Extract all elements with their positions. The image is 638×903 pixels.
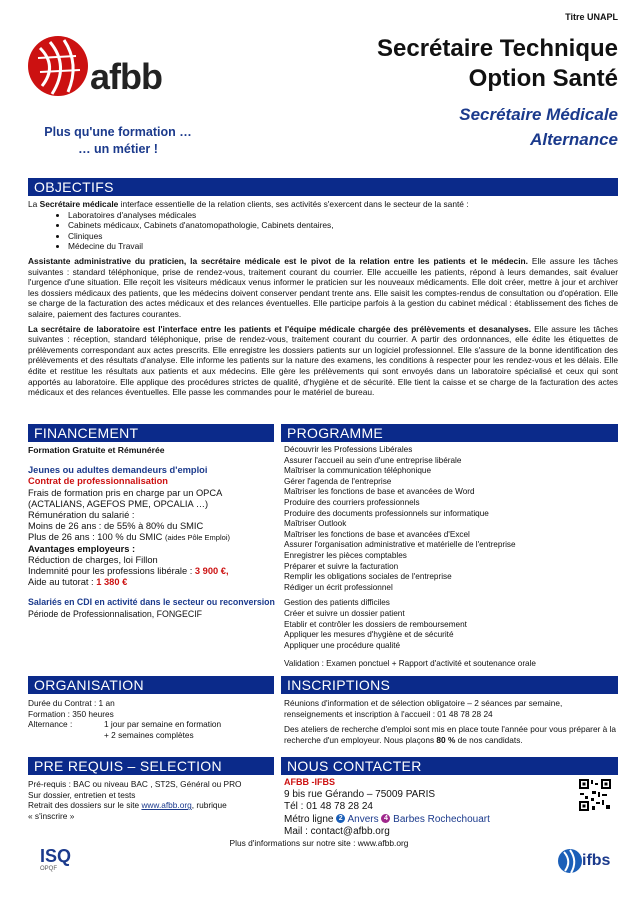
isq-opqf-logo — [26, 846, 74, 874]
objectifs-section — [28, 199, 618, 398]
p2-end: de nos candidats. — [455, 734, 523, 745]
list-item: Assurer l'accueil au sein d'une entreprise libérale — [284, 455, 462, 465]
fin-line: Frais de formation pris en charge par un OPCA — [28, 487, 223, 498]
inscriptions-p1: Réunions d'information et de sélection obligatoire – 2 séances par semaine, renseignements et inscription à l'accueil : 01 48 78 28 24 — [284, 698, 563, 719]
org-line: Durée du Contrat : 1 an — [28, 698, 115, 708]
inscriptions-section — [284, 698, 618, 745]
list-item: Maîtriser Outlook — [284, 519, 347, 529]
contact-metro — [284, 814, 554, 827]
tagline-line1: Plus qu'une formation … — [44, 125, 192, 139]
fin-line: (ACTALIANS, AGEFOS PME, OPCALIA …) — [28, 498, 209, 509]
website-link[interactable]: www.afbb.org — [141, 800, 192, 811]
prerequis-section — [28, 779, 278, 821]
para2-rest: Elle assure les tâches suivantes : réception, standard téléphonique, prise de rendez-vous, traitement courant du courrier. A partir des ordonnances, elle édite les étiquettes de prélèvements correspondant aux actes prescrits. Elle enregistre les dossiers patients sur un logiciel professionnel. Elle s'assure de la bonne identification des prélèvements et des résultats d'analyse. Elle informe les patients sur la nature des examens, les conditions à respecter pour les rendez-vous et les délais. Elle édite et restitue les résultats aux patients et aux médecins. Elle gère les prélèvements qui sont envoyés dans un laboratoire spécialisé et ceux qui sont apportés au laboratoire. Elle applique des procédures strictes de qualité, d'hygiène et de sécurité. Elle tient la caisse et se charge de la facturation des actes médicaux et des relances éventuelles. Elle passe les commandes pour le matériel de bureau. — [28, 323, 618, 398]
contact-phone: Tél : 01 48 78 28 24 — [284, 801, 373, 812]
metro-prefix: Métro ligne — [284, 813, 337, 825]
metro-line-4-icon: 4 — [381, 814, 390, 823]
org-alternance-label: Alternance : — [28, 719, 73, 730]
objectifs-heading: OBJECTIFS — [28, 178, 618, 196]
ifbs-label: ifbs — [582, 852, 611, 869]
org-line: Formation : 350 heures — [28, 708, 114, 719]
fin-line: Contrat de professionnalisation — [28, 476, 168, 487]
p2-bold: 80 % — [436, 734, 456, 745]
list-item: Etablir et contrôler les dossiers de remboursement — [284, 619, 467, 629]
prereq-line — [28, 800, 278, 811]
list-item: Découvrir les Professions Libérales — [284, 445, 413, 454]
fin-l12-amount: 1 380 € — [96, 577, 128, 588]
list-item: Produire des documents professionnels sur informatique — [284, 508, 489, 518]
list-item: • Cabinets médicaux, Cabinets d'anatomopathologie, Cabinets dentaires, — [68, 220, 618, 231]
page-title-line2: Option Santé — [468, 65, 618, 92]
programme-heading: PROGRAMME — [281, 424, 618, 442]
ifbs-logo — [558, 846, 618, 882]
tagline-line2: … un métier ! — [78, 142, 158, 156]
page-subtitle-line2: Alternance — [530, 130, 618, 149]
list-item: Préparer et suivre la facturation — [284, 561, 399, 571]
contact-name-ifbs: -IFBS — [309, 777, 335, 787]
list-item: Appliquer les mesures d'hygiène et de sécurité — [284, 630, 454, 640]
prereq-line: Sur dossier, entretien et tests — [28, 789, 136, 800]
programme-list — [284, 445, 618, 670]
opqf-label: OPQF — [40, 866, 58, 872]
metro-barbes: Barbes Rochechouart — [390, 813, 490, 825]
prereq-l3-main: Retrait des dossiers sur le site — [28, 800, 142, 811]
intro-bold: Secrétaire médicale — [39, 199, 119, 209]
org-line — [28, 719, 274, 730]
fin-line: Salariés en CDI en activité dans le secteur ou reconversion — [28, 597, 275, 608]
fin-line: Formation Gratuite et Rémunérée — [28, 445, 165, 455]
list-item: Assurer l'organisation administrative et matérielle de l'entreprise — [284, 540, 516, 550]
fin-line: Période de Professionnalisation, FONGECIF — [28, 608, 203, 619]
title-badge: Titre UNAPL — [565, 12, 618, 22]
list-item: • Médecine du Travail — [68, 241, 618, 252]
list-item: Appliquer une procédure qualité — [284, 640, 401, 650]
list-item: Gérer l'agenda de l'entreprise — [284, 476, 392, 486]
org-alternance-value: 1 jour par semaine en formation — [104, 719, 222, 730]
prereq-line: Pré-requis : BAC ou niveau BAC , ST2S, Général ou PRO — [28, 779, 242, 789]
contact-address: 9 bis rue Gérando – 75009 PARIS — [284, 788, 436, 800]
logo-text: afbb — [90, 56, 162, 97]
para1-rest: Elle assure les tâches suivantes : standard téléphonique, prise de rendez-vous, traitement courant du courrier. Elle accueille les patients, répond à leurs demandes, sait évaluer l'urgence d'une situation. Elle reçoit les visiteurs médicaux venus informer le praticien sur les nouveaux médicaments. Elle doit créer, mettre à jour et archiver les dossiers médicaux des patients, que les médecins doivent conserver pendant trente ans. Elle saisit les comptes-rendus de consultation ou d'opération. Elle se charge de la facturation des actes médicaux et des relances éventuelles. Elle participe parfois à la gestion du cabinet médical : établissement des fiches de salaire, paiement des factures courantes. — [28, 255, 618, 319]
fin-line — [28, 566, 278, 577]
intro-rest: interface essentielle de la relation clients, ses activités s'exercent dans le secteur de la santé : — [118, 199, 469, 209]
prereq-line: « s'inscrire » — [28, 810, 75, 821]
org-line: + 2 semaines complètes — [104, 729, 194, 740]
list-item: Enregistrer les pièces comptables — [284, 550, 407, 560]
financement-section — [28, 445, 278, 620]
contact-mail: Mail : contact@afbb.org — [284, 826, 390, 837]
isq-label: ISQ — [40, 846, 72, 866]
para1-bold: Assistante administrative du praticien, la secrétaire médicale est le pivot de la relation entre les patients et le médecin. — [28, 255, 528, 266]
financement-heading: FINANCEMENT — [28, 424, 274, 442]
inscriptions-heading: INSCRIPTIONS — [281, 676, 618, 694]
organisation-section — [28, 698, 274, 740]
fin-l8-small: (aides Pôle Emploi) — [164, 533, 230, 543]
contact-name-afbb: AFBB — [284, 777, 309, 787]
fin-line: Rémunération du salarié : — [28, 510, 135, 521]
list-item: Rédiger un écrit professionnel — [284, 582, 393, 592]
contact-heading: NOUS CONTACTER — [281, 757, 618, 775]
para2-bold: La secrétaire de laboratoire est l'interface entre les patients et l'équipe médicale chargée des prélèvements et desanalyses. — [28, 323, 531, 334]
list-item: Maîtriser la communication téléphonique — [284, 466, 431, 476]
page-title-line1: Secrétaire Technique — [377, 35, 618, 62]
p2-main: Des ateliers de recherche d'emploi sont mis en place toute l'année pour vous préparer à la recherche d'un employeur. Nous plaçons — [284, 724, 617, 745]
fin-line: Réduction de charges, loi Fillon — [28, 554, 158, 565]
prereq-l3-end: , rubrique — [191, 800, 227, 811]
list-item: Maîtriser les fonctions de base et avancées d'Excel — [284, 529, 470, 539]
afbb-logo — [20, 28, 210, 108]
contact-section — [284, 776, 554, 839]
prerequis-heading: PRE REQUIS – SELECTION — [28, 757, 274, 775]
metro-anvers: Anvers — [345, 813, 382, 825]
list-item: Gestion des patients difficiles — [284, 598, 390, 608]
organisation-heading: ORGANISATION — [28, 676, 274, 694]
qr-code-icon — [578, 778, 612, 812]
objectifs-intro — [28, 199, 618, 210]
list-item: • Laboratoires d'analyses médicales — [68, 210, 618, 221]
fin-line — [28, 577, 278, 588]
list-item: Maîtriser les fonctions de base et avancées de Word — [284, 487, 475, 497]
list-item: Remplir les obligations sociales de l'entreprise — [284, 572, 452, 582]
footer-text: Plus d'informations sur notre site : www.afbb.org — [229, 838, 409, 848]
validation-text: Validation : Examen ponctuel + Rapport d'activité et soutenance orale — [284, 659, 536, 669]
fin-line: Avantages employeurs : — [28, 543, 136, 554]
page-subtitle-line1: Secrétaire Médicale — [459, 105, 618, 124]
objectifs-list — [28, 210, 618, 252]
objectifs-para2 — [28, 324, 618, 398]
list-item: Créer et suivre un dossier patient — [284, 608, 405, 618]
contact-name — [284, 776, 554, 789]
objectifs-para1 — [28, 256, 618, 320]
fin-l12-main: Aide au tutorat : — [28, 577, 97, 588]
fin-l11-amount: 3 900 €, — [194, 566, 229, 577]
metro-line-2-icon: 2 — [336, 814, 345, 823]
list-item: • Cliniques — [68, 231, 618, 242]
fin-line: Jeunes ou adultes demandeurs d'emploi — [28, 465, 208, 476]
fin-l11-main: Indemnité pour les professions libérale : — [28, 566, 195, 577]
inscriptions-p2 — [284, 724, 618, 745]
fin-line — [28, 532, 278, 543]
fin-line: Moins de 26 ans : de 55% à 80% du SMIC — [28, 521, 204, 532]
intro-prefix: La — [28, 199, 40, 209]
fin-l8-main: Plus de 26 ans : 100 % du SMIC — [28, 532, 165, 543]
list-item: Produire des courriers professionnels — [284, 497, 420, 507]
tagline — [28, 124, 208, 158]
